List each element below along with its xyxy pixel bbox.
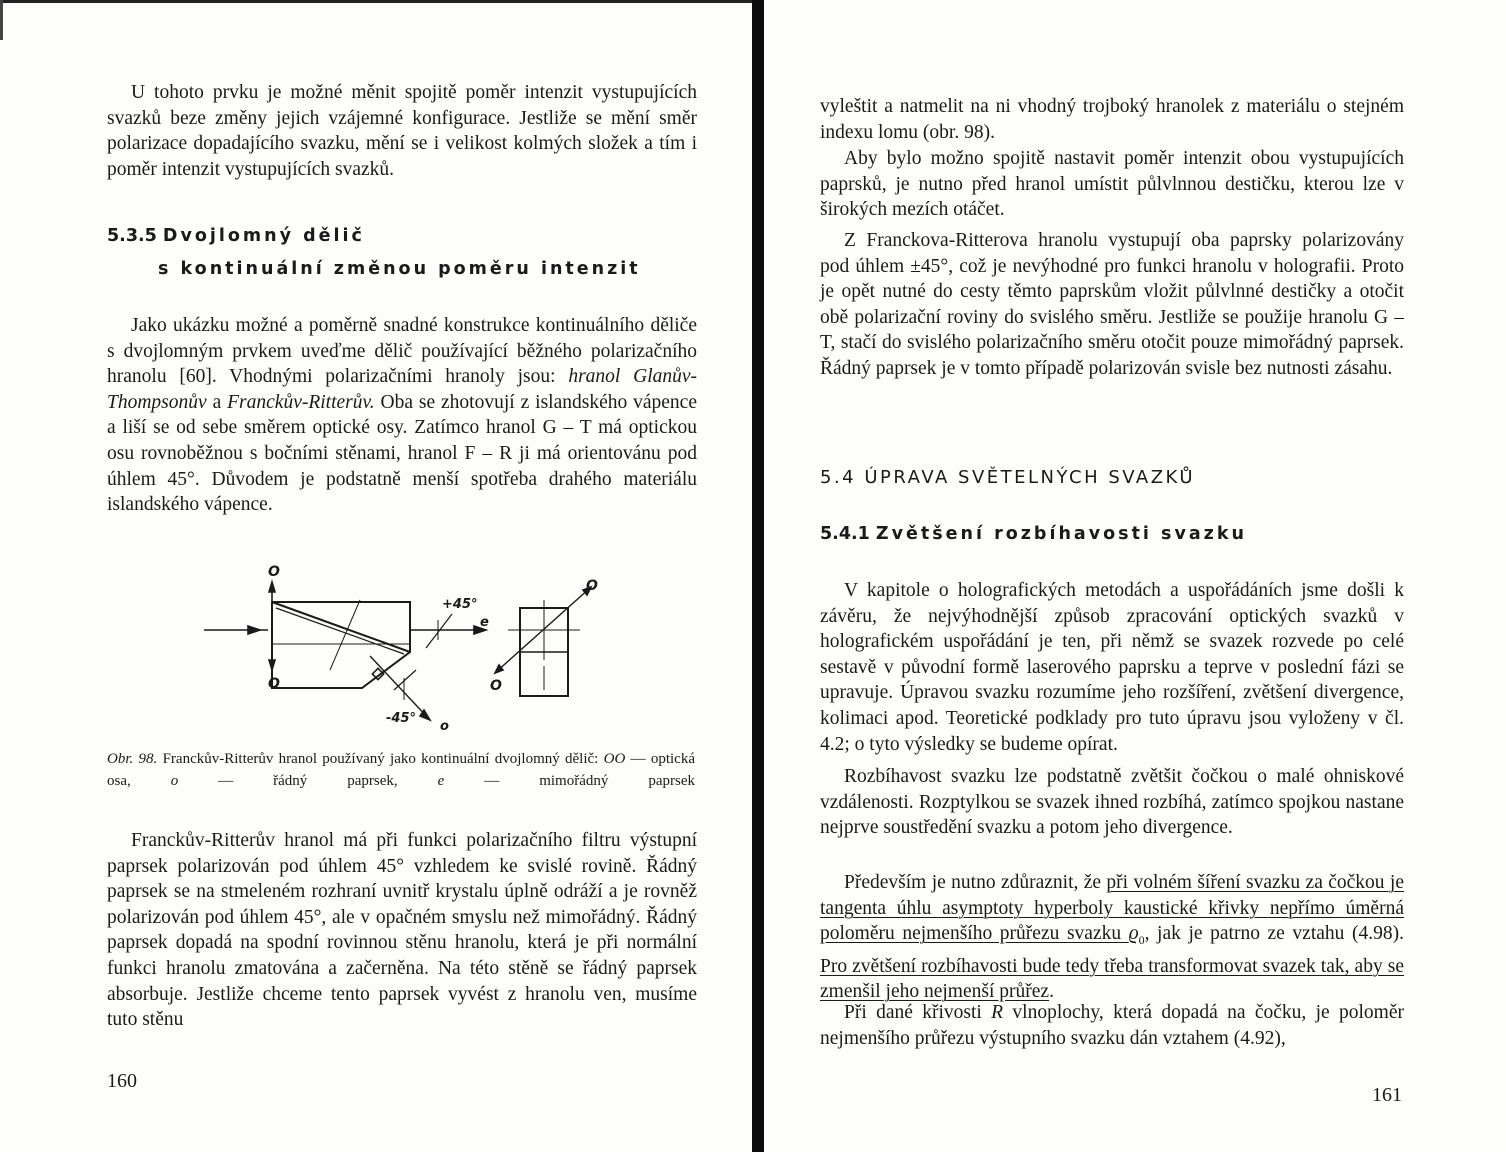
label-o: o [440, 719, 449, 734]
paragraph-prisms [107, 313, 697, 518]
book-spine [752, 0, 764, 1152]
subsection-heading-5-4-1 [820, 524, 1247, 544]
rho-symbol: ϱ [1128, 923, 1139, 945]
text-fragment: Jako ukázku možné a poměrně snadné konstrukce kontinuálního děliče s dvojlomným prvkem uveďme dělič používající běžného polarizačního hranolu [60]. Vhodnými polarizačními hranoly jsou: [107, 315, 697, 388]
label-O-right-bottom: O [490, 678, 502, 694]
page-number-left: 160 [107, 1070, 137, 1092]
paragraph-franck-ritter: Franckův-Ritterův hranol má při funkci polarizačního filtru výstupní paprsek polarizován pod úhlem 45° vzhledem ke svislé rovině. Řádný paprsek se na stmeleném rozhraní uvnitř krystalu úplně odráží a je rovněž polarizován pod úhlem 45°, ale v opačném smyslu než mimořádný. Řádný paprsek dopadá na spodní rovinnou stěnu hranolu, která je při normální funkci hranolu zmatována a začerněna. Na této stěně se řádný paprsek absorbuje. Jestliže chceme tento paprsek vyvést z hranolu ven, musíme tuto stěnu [107, 830, 697, 1031]
section-title-line1: Dvojlomný dělič [162, 226, 365, 246]
paragraph-halfwave: Aby bylo možno spojitě nastavit poměr intenzit obou vystupujících paprsků, je nutno před hranol umístit půlvlnnou destičku, kterou lze v širokých mezích otáčet. [820, 148, 1404, 221]
label-e: e [480, 615, 489, 630]
beam-arrow [248, 626, 260, 634]
caption-text: — optická osa, [107, 751, 695, 789]
caption-e: e [437, 773, 445, 789]
label-plus45: +45° [442, 597, 478, 612]
rho-subscript: 0 [1138, 933, 1145, 948]
paragraph-curvature [820, 1000, 1404, 1051]
figure-98-diagram [190, 560, 620, 740]
paragraph-divergence: Rozbíhavost svazku lze podstatně zvětšit čočkou o malé ohniskové vzdálenosti. Rozptylkou se svazek ihned rozbíhá, zatímco spojkou nastane nejprve soustředění svazku a potom jeho divergence. [820, 766, 1404, 839]
text-fragment: Oba se zhotovují z islandského vápence a liší se od sebe směrem optické osy. Zatímco hranol G – T má optickou osu rovnoběžnou s bočními stěnami, hranol F – R ji má orientovánu pod úhlem 45°. Důvodem je podstatně menší spotřeba drahého materiálu islandského vápence. [107, 391, 697, 516]
left-page [0, 0, 752, 1152]
section-title-line2: s kontinuální změnou poměru intenzit [158, 259, 641, 279]
figure-caption [107, 748, 695, 792]
paragraph-emphasis [820, 870, 1404, 1005]
text-fragment: vlnoplochy, která dopadá na čočku, je poloměr nejmenšího průřezu výstupního svazku dán vztahem (4.92), [820, 1002, 1404, 1049]
text-fragment: , jak je patrno ze vztahu (4.98). [1144, 923, 1404, 945]
caption-OO: OO [603, 751, 626, 767]
label-O-right-top: O [586, 578, 598, 594]
label-minus45: -45° [386, 711, 416, 726]
R-symbol: R [991, 1002, 1004, 1023]
paragraph-intro: U tohoto prvku je možné měnit spojitě poměr intenzit vystupujících svazků beze změny jejich vzájemné konfigurace. Jestliže se mění směr polarizace dopadajícího svazku, mění se i velikost kolmých složek a tím i poměr intenzit vystupujících svazků. [107, 82, 697, 180]
subsection-title: Zvětšení rozbíhavosti svazku [875, 524, 1247, 544]
underlined-statement-1: při volném šíření svazku za čočkou je tangenta úhlu asymptoty hyperboly kaustické křivky nepřímo úměrná poloměru nejmenšího průřezu svazku [820, 872, 1404, 945]
text-fragment: Při dané křivosti [844, 1002, 992, 1023]
paragraph-holographic-methods: V kapitole o holografických metodách a uspořádáních jsme došli k závěru, že nejvýhodnější způsob zpracování optických svazků v holografickém uspořádání je ten, při němž se svazek rozvede po celé sestavě v původní formě laserového paprsku a teprve v poslední fázi se upravuje. Úpravou svazku rozumíme jeho rozšíření, zvětšení divergence, kolimaci apod. Teoretické podklady pro tuto úpravu jsou vyloženy v čl. 4.2; o tyto výsledky se budeme opírat. [820, 580, 1404, 755]
caption-text: — řádný paprsek, [178, 773, 438, 789]
subsection-number: 5.4.1 [820, 524, 870, 544]
paragraph-continued: vyleštit a natmelit na ni vhodný trojboký hranolek z materiálu o stejném indexu lomu (obr. 98). [820, 96, 1404, 143]
right-page [764, 0, 1506, 1152]
text-fragment: a [206, 391, 228, 413]
section-number: 5.3.5 [107, 226, 157, 246]
page-number-right: 161 [1372, 1084, 1402, 1106]
caption-text: — mimořádný paprsek [444, 773, 695, 789]
section-heading-5-3-5 [107, 226, 365, 246]
section-heading-5-4: 5.4 ÚPRAVA SVĚTELNÝCH SVAZKŮ [820, 467, 1196, 488]
franck-ritter-term: Franckův-Ritterův. [227, 391, 375, 413]
underlined-statement-2: Pro zvětšení rozbíhavosti bude tedy třeba transformovat svazek tak, aby se zmenšil jeho nejmenší průřez [820, 955, 1404, 1003]
text-fragment: . [1049, 981, 1054, 1003]
paragraph-polarization: Z Franckova-Ritterova hranolu vystupují oba paprsky polarizovány pod úhlem ±45°, což je nevýhodné pro funkci hranolu v holografii. Proto je opět nutné do cesty těmto paprskům vložit půlvlnné destičky a otočit obě polarizační roviny do svislého směru. Jestliže se použije hranolu G – T, stačí do svislého polarizačního směru otočit pouze mimořádný paprsek. Řádný paprsek je v tomto případě polarizován svisle bez nutnosti zásahu. [820, 230, 1404, 379]
label-O-bottom: O [268, 676, 280, 692]
caption-text: Franckův-Ritterův hranol používaný jako kontinuální dvojlomný dělič: [157, 751, 604, 767]
text-fragment: Především je nutno zdůraznit, že [844, 872, 1107, 893]
caption-prefix: Obr. 98. [107, 751, 158, 767]
caption-o: o [170, 773, 179, 789]
label-O-top: O [268, 564, 280, 580]
glan-thompson-term: hranol Glanův-Thompsonův [107, 366, 698, 413]
